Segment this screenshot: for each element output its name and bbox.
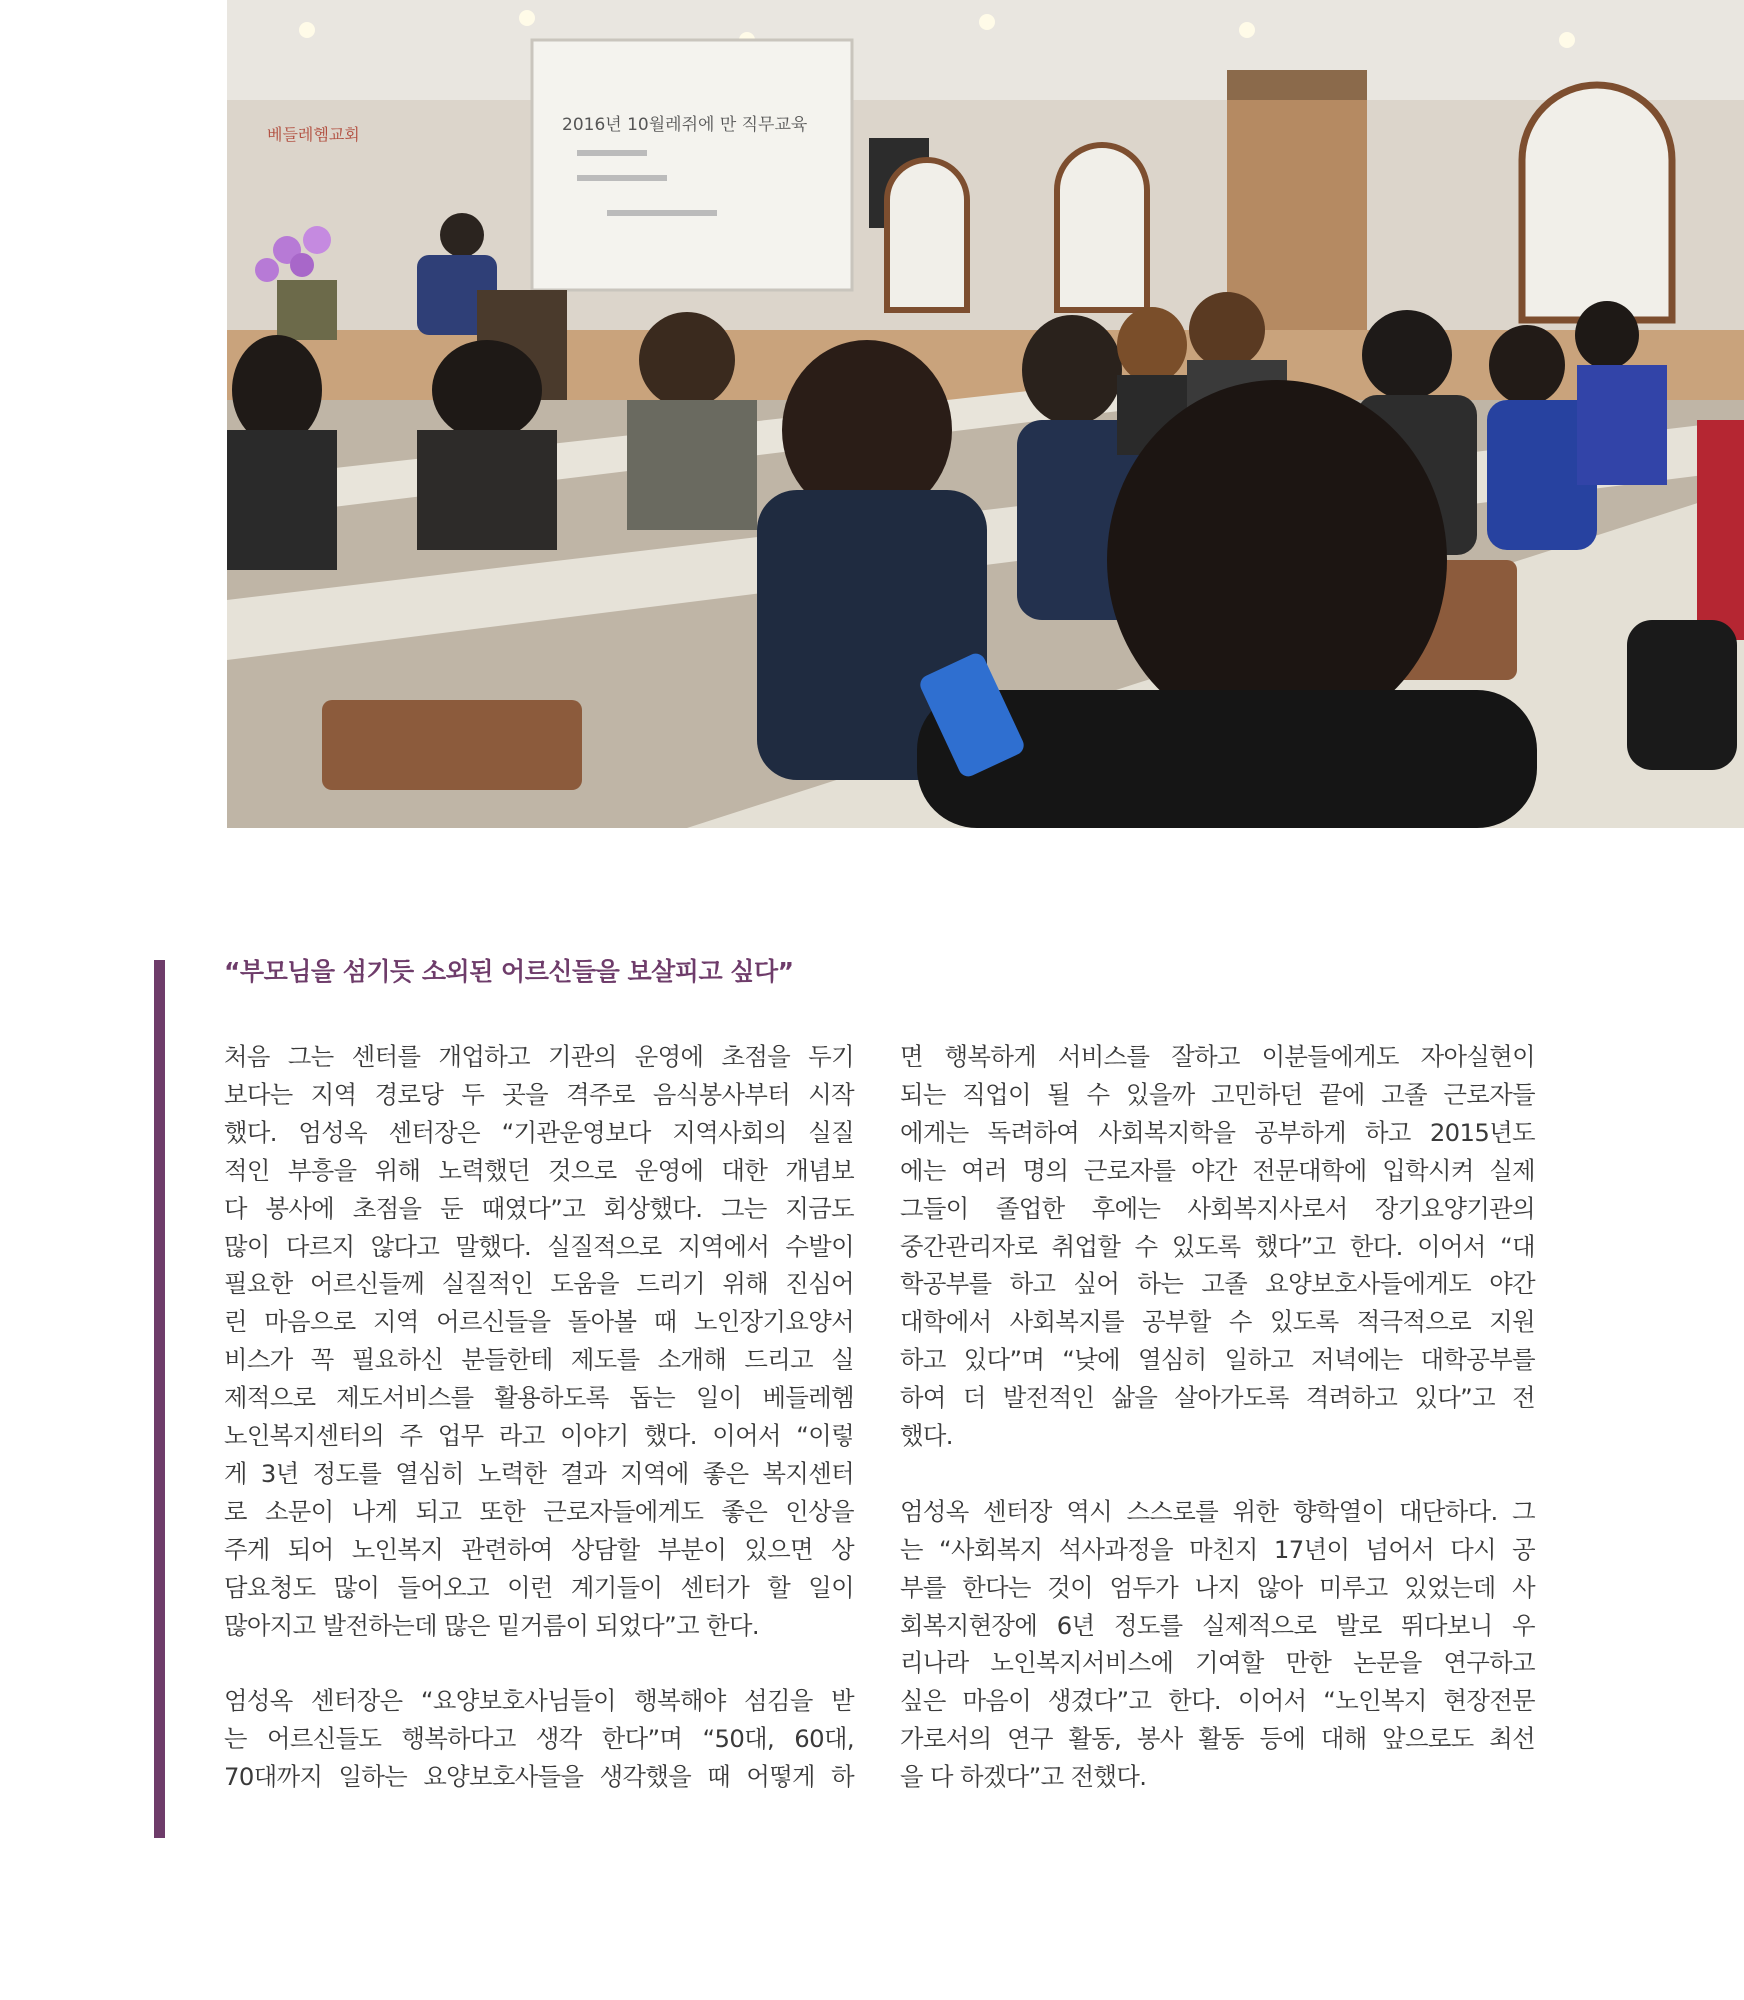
text-line: 많이 다르지 않다고 말했다. 실질적으로 지역에서 수발이 [224,1231,854,1261]
text-line: 학공부를 하고 싶어 하는 고졸 요양보호사들에게도 야간 [900,1269,1535,1299]
text-line: 부를 한다는 것이 엄두가 나지 않아 미루고 있었는데 사 [900,1572,1535,1602]
text-line: 로 소문이 나게 되고 또한 근로자들에게도 좋은 인상을 [224,1496,854,1526]
text-line: 담요청도 많이 들어오고 이런 계기들이 센터가 할 일이 [224,1572,854,1602]
text-line: 필요한 어르신들께 실질적인 도움을 드리기 위해 진심어 [224,1269,854,1299]
text-line: 엄성옥 센터장 역시 스스로를 위한 향학열이 대단하다. 그 [900,1496,1535,1526]
text-line: 제적으로 제도서비스를 활용하도록 돕는 일이 베들레헴 [224,1383,854,1413]
text-line: 대학에서 사회복지를 공부할 수 있도록 적극적으로 지원 [900,1307,1535,1337]
text-line: 다 봉사에 초점을 둔 때였다”고 회상했다. 그는 지금도 [224,1193,854,1223]
text-line: 70대까지 일하는 요양보호사들을 생각했을 때 어떻게 하 [224,1762,854,1792]
text-line: 하고 있다”며 “낮에 열심히 일하고 저녁에는 대학공부를 [900,1345,1535,1375]
pull-quote: “부모님을 섬기듯 소외된 어르신들을 보살피고 싶다” [224,957,794,986]
text-line: 처음 그는 센터를 개업하고 기관의 운영에 초점을 두기 [224,1042,854,1071]
text-line: 그들이 졸업한 후에는 사회복지사로서 장기요양기관의 [900,1193,1535,1223]
right-column [900,1038,1535,1796]
text-line: 에는 여러 명의 근로자를 야간 전문대학에 입학시켜 실제 [900,1155,1535,1185]
text-line: 노인복지센터의 주 업무 라고 이야기 했다. 이어서 “이렇 [224,1421,854,1451]
text-line: 하여 더 발전적인 삶을 살아가도록 격려하고 있다”고 전 [900,1383,1535,1413]
accent-bar [154,960,165,1838]
right-paragraph-1 [900,1038,1535,1455]
text-line: 했다. 엄성옥 센터장은 “기관운영보다 지역사회의 실질 [224,1117,854,1147]
text-line: 주게 되어 노인복지 관련하여 상담할 부분이 있으면 상 [224,1534,854,1564]
text-line: 가로서의 연구 활동, 봉사 활동 등에 대해 앞으로도 최선 [900,1724,1535,1754]
left-paragraph-2 [224,1682,854,1796]
text-line: 는 “사회복지 석사과정을 마친지 17년이 넘어서 다시 공 [900,1534,1535,1564]
text-line: 에게는 독려하여 사회복지학을 공부하게 하고 2015년도 [900,1117,1535,1147]
text-line: 적인 부흥을 위해 노력했던 것으로 운영에 대한 개념보 [224,1155,854,1185]
text-line: 엄성옥 센터장은 “요양보호사님들이 행복해야 섬김을 받 [224,1686,854,1716]
text-line: 되는 직업이 될 수 있을까 고민하던 끝에 고졸 근로자들 [900,1079,1535,1109]
screen-title: 2016년 10월레쥐에 만 직무교육 [562,115,808,135]
text-line: 는 어르신들도 행복하다고 생각 한다”며 “50대, 60대, [224,1724,854,1754]
text-line: 을 다 하겠다”고 전했다. [900,1762,1147,1792]
text-line: 많아지고 발전하는데 많은 밑거름이 되었다”고 한다. [224,1610,760,1640]
left-paragraph-1 [224,1038,854,1645]
text-line: 회복지현장에 6년 정도를 실제적으로 발로 뛰다보니 우 [900,1610,1535,1640]
text-line: 게 3년 정도를 열심히 노력한 결과 지역에 좋은 복지센터 [224,1458,854,1488]
text-line: 비스가 꼭 필요하신 분들한테 제도를 소개해 드리고 실 [224,1345,854,1375]
right-paragraph-2 [900,1493,1535,1796]
text-line: 싶은 마음이 생겼다”고 한다. 이어서 “노인복지 현장전문 [900,1686,1535,1716]
classroom-photo [227,0,1744,828]
wall-sign: 베들레헴교회 [267,125,360,144]
text-line: 했다. [900,1421,953,1451]
text-line: 리나라 노인복지서비스에 기여할 만한 논문을 연구하고 [900,1648,1535,1678]
text-line: 보다는 지역 경로당 두 곳을 격주로 음식봉사부터 시작 [224,1079,854,1109]
text-line: 린 마음으로 지역 어르신들을 돌아볼 때 노인장기요양서 [224,1307,854,1337]
text-line: 면 행복하게 서비스를 잘하고 이분들에게도 자아실현이 [900,1042,1535,1071]
text-line: 중간관리자로 취업할 수 있도록 했다”고 한다. 이어서 “대 [900,1231,1535,1261]
left-column [224,1038,854,1796]
